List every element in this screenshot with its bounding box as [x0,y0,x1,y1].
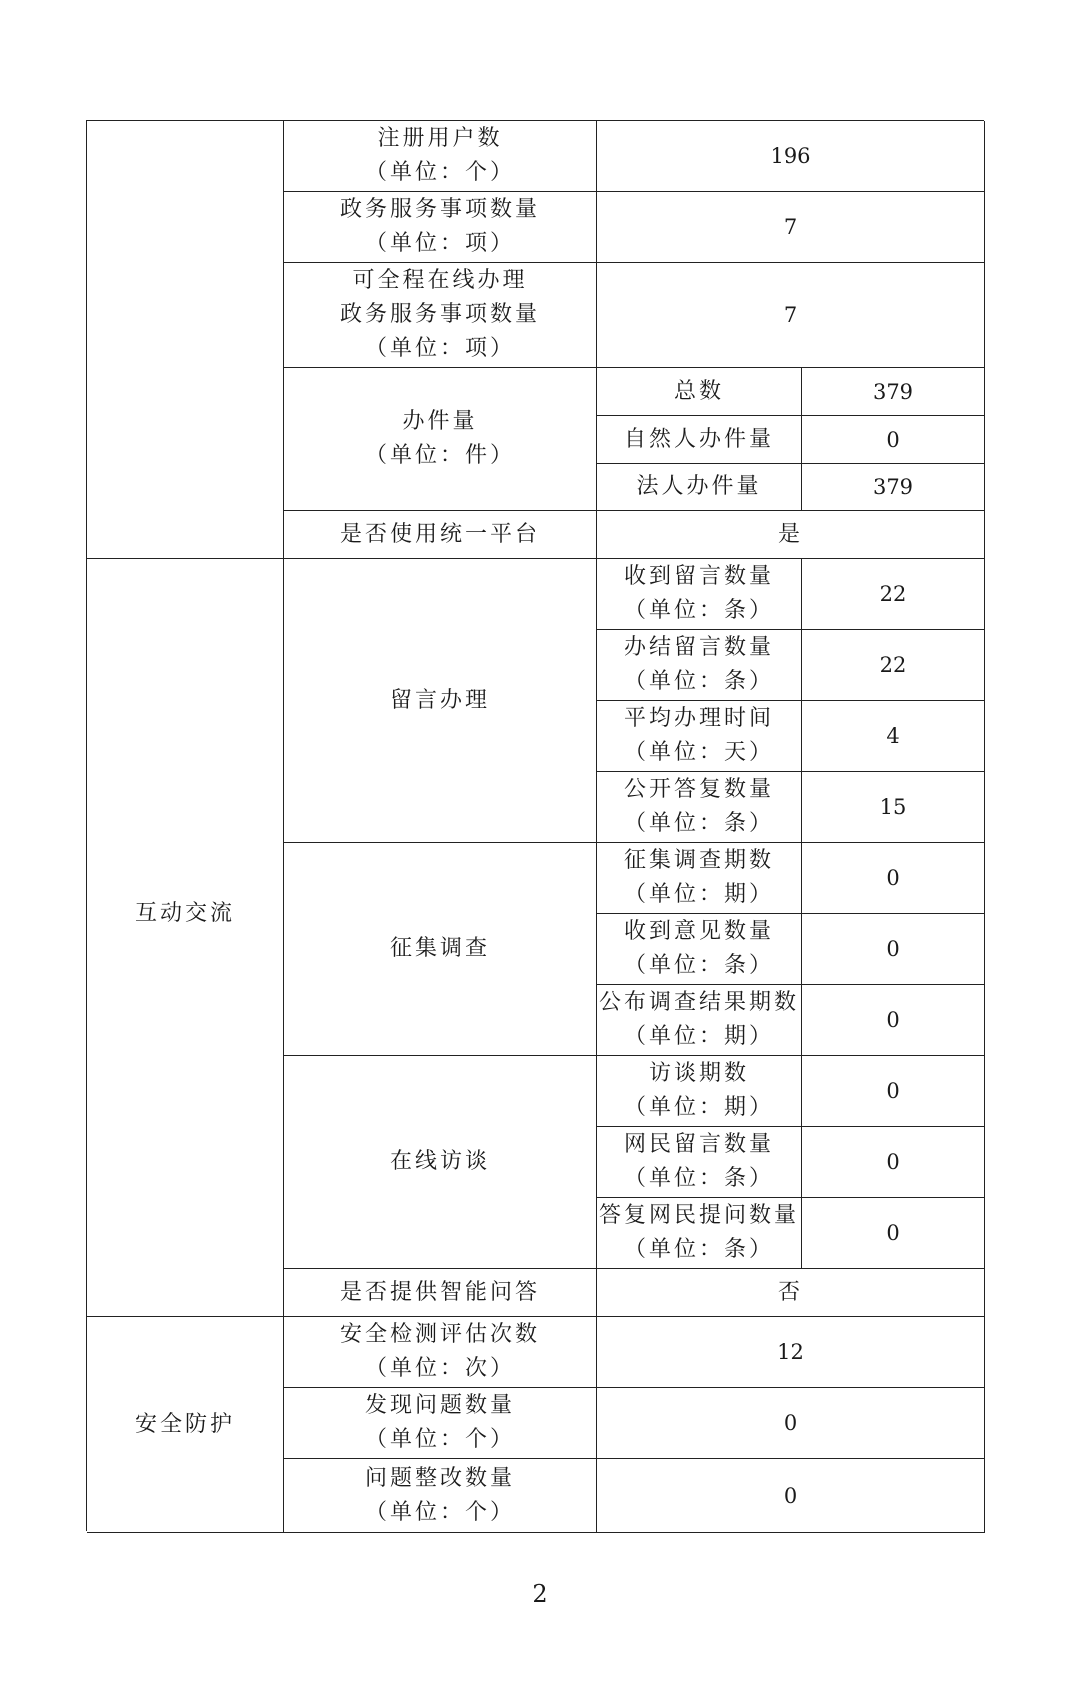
users-label: 注册用户数 （单位：个） [284,121,597,192]
interview-msgs-label: 网民留言数量 （单位：条） [597,1127,802,1198]
smart-qa-label: 是否提供智能问答 [284,1269,597,1317]
interview-periods-label: 访谈期数 （单位：期） [597,1056,802,1127]
msg-avg-time-label: 平均办理时间 （单位：天） [597,701,802,772]
total-label: 总数 [597,368,802,416]
msg-public-label: 公开答复数量 （单位：条） [597,772,802,843]
service-group-cell [87,121,284,559]
survey-label: 征集调查 [284,843,597,1056]
issues-found-label: 发现问题数量 （单位：个） [284,1388,597,1459]
msg-done-label: 办结留言数量 （单位：条） [597,630,802,701]
survey-results-label: 公布调查结果期数 （单位：期） [597,985,802,1056]
interview-msgs-value: 0 [802,1127,985,1198]
survey-periods-value: 0 [802,843,985,914]
issues-fixed-label: 问题整改数量 （单位：个） [284,1459,597,1533]
msg-avg-time-value: 4 [802,701,985,772]
msg-done-value: 22 [802,630,985,701]
message-handling-label: 留言办理 [284,559,597,843]
total-value: 379 [802,368,985,416]
statistics-table [86,120,984,1531]
online-items-value: 7 [597,263,985,368]
natural-person-value: 0 [802,416,985,464]
issues-fixed-value: 0 [597,1459,985,1533]
interview-answers-value: 0 [802,1198,985,1269]
legal-person-label: 法人办件量 [597,464,802,511]
issues-found-value: 0 [597,1388,985,1459]
platform-label: 是否使用统一平台 [284,511,597,559]
platform-value: 是 [597,511,985,559]
msg-received-value: 22 [802,559,985,630]
items-value: 7 [597,192,985,263]
interview-label: 在线访谈 [284,1056,597,1269]
page-number: 2 [532,1580,548,1608]
msg-received-label: 收到留言数量 （单位：条） [597,559,802,630]
natural-person-label: 自然人办件量 [597,416,802,464]
security-eval-label: 安全检测评估次数 （单位：次） [284,1317,597,1388]
interview-periods-value: 0 [802,1056,985,1127]
survey-periods-label: 征集调查期数 （单位：期） [597,843,802,914]
volume-label: 办件量 （单位：件） [284,368,597,511]
msg-public-value: 15 [802,772,985,843]
survey-opinions-label: 收到意见数量 （单位：条） [597,914,802,985]
survey-results-value: 0 [802,985,985,1056]
items-label: 政务服务事项数量 （单位：项） [284,192,597,263]
security-group-label: 安全防护 [87,1317,284,1533]
interaction-group-label: 互动交流 [87,511,284,1317]
survey-opinions-value: 0 [802,914,985,985]
smart-qa-value: 否 [597,1269,985,1317]
online-items-label: 可全程在线办理 政务服务事项数量 （单位：项） [284,263,597,368]
legal-person-value: 379 [802,464,985,511]
users-value: 196 [597,121,985,192]
security-eval-value: 12 [597,1317,985,1388]
interview-answers-label: 答复网民提问数量 （单位：条） [597,1198,802,1269]
